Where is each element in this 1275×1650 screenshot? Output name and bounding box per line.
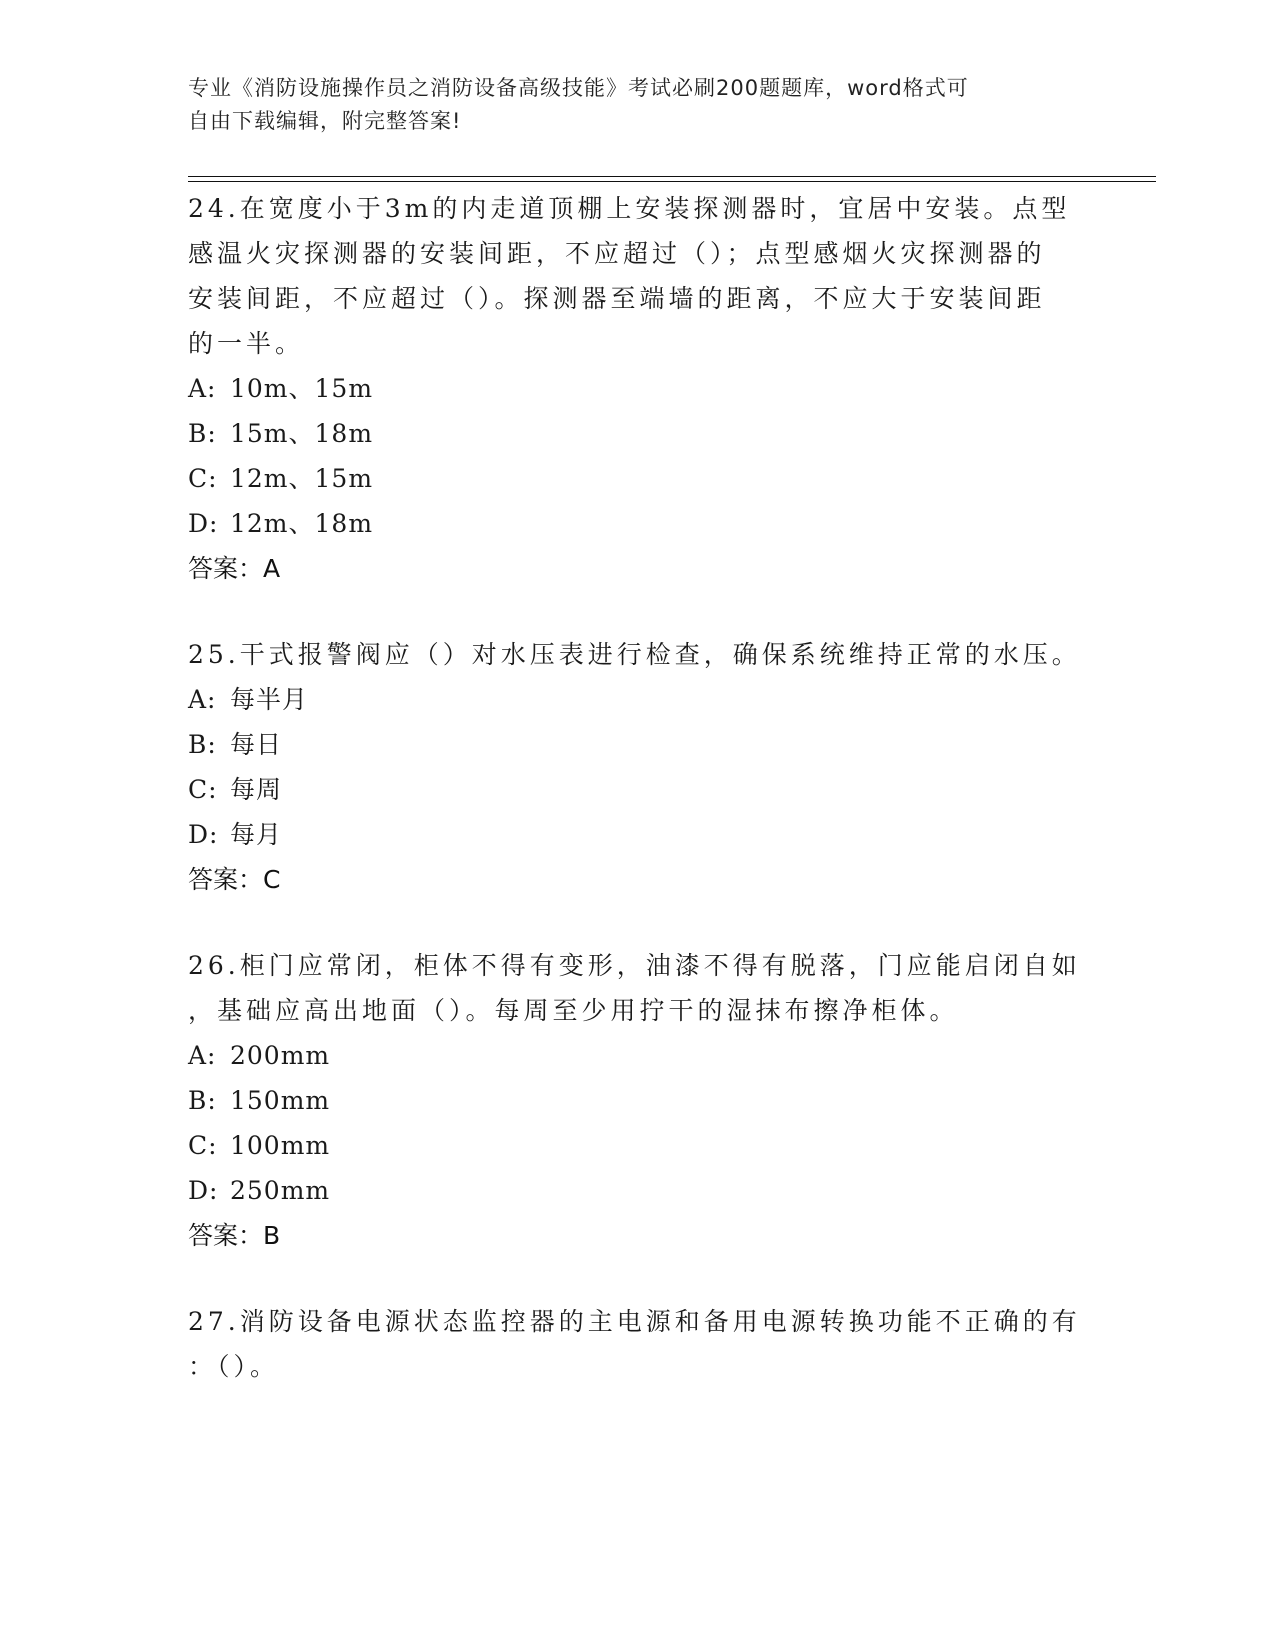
option-key: C: (188, 464, 218, 493)
option-b (188, 1078, 1088, 1123)
answer-line: 答案：C (188, 865, 281, 894)
question-list (188, 186, 1088, 1430)
option-text: 每周 (230, 775, 283, 804)
option-key: A: (188, 374, 217, 403)
question-text-line: ，基础应高出地面（）。每周至少用拧干的湿抹布擦净柜体。 (188, 996, 959, 1025)
question-text-line: ：（）。 (188, 1352, 280, 1381)
option-d (188, 501, 1088, 546)
option-key: D: (188, 1176, 219, 1205)
option-key: B: (188, 419, 217, 448)
option-text: 每半月 (230, 685, 309, 714)
option-text: 100mm (230, 1131, 331, 1160)
option-key: A: (188, 1041, 217, 1070)
option-text: 150mm (230, 1086, 331, 1115)
option-c (188, 1123, 1088, 1168)
option-text: 12m、18m (230, 509, 374, 538)
option-key: A: (188, 685, 217, 714)
header-line: 专业《消防设施操作员之消防设备高级技能》考试必刷200题题库，word格式可 (188, 76, 969, 100)
question-text-line: 27.消防设备电源状态监控器的主电源和备用电源转换功能不正确的有 (188, 1307, 1081, 1336)
option-d (188, 1168, 1088, 1213)
option-text: 每月 (230, 820, 283, 849)
option-key: D: (188, 509, 219, 538)
option-c (188, 767, 1088, 812)
answer-line: 答案：A (188, 554, 281, 583)
option-key: B: (188, 1086, 217, 1115)
option-a (188, 677, 1088, 722)
option-key: C: (188, 1131, 218, 1160)
header-line: 自由下载编辑，附完整答案! (188, 109, 462, 133)
question-text-line: 26.柜门应常闭，柜体不得有变形，油漆不得有脱落，门应能启闭自如 (188, 951, 1081, 980)
option-key: B: (188, 730, 217, 759)
question-item (188, 186, 1088, 591)
option-c (188, 456, 1088, 501)
option-key: D: (188, 820, 219, 849)
option-text: 每日 (230, 730, 283, 759)
document-header (188, 72, 1088, 138)
question-text-line: 感温火灾探测器的安装间距，不应超过（）；点型感烟火灾探测器的 (188, 239, 1046, 268)
option-b (188, 722, 1088, 767)
header-divider-bottom (188, 181, 1156, 182)
option-text: 10m、15m (230, 374, 374, 403)
question-text-line: 安装间距，不应超过（）。探测器至端墙的距离，不应大于安装间距 (188, 284, 1046, 313)
option-text: 250mm (230, 1176, 331, 1205)
option-text: 12m、15m (230, 464, 374, 493)
question-text-line: 25.干式报警阀应（）对水压表进行检查，确保系统维持正常的水压。 (188, 640, 1081, 669)
question-item (188, 632, 1088, 902)
option-d (188, 812, 1088, 857)
option-a (188, 1033, 1088, 1078)
answer-line: 答案：B (188, 1221, 281, 1250)
header-divider-top (188, 176, 1156, 177)
option-a (188, 366, 1088, 411)
question-item (188, 943, 1088, 1258)
option-text: 15m、18m (230, 419, 374, 448)
option-key: C: (188, 775, 218, 804)
question-text-line: 的一半。 (188, 329, 305, 358)
question-item (188, 1299, 1088, 1389)
question-text-line: 24.在宽度小于3m的内走道顶棚上安装探测器时，宜居中安装。点型 (188, 194, 1071, 223)
option-text: 200mm (230, 1041, 331, 1070)
option-b (188, 411, 1088, 456)
